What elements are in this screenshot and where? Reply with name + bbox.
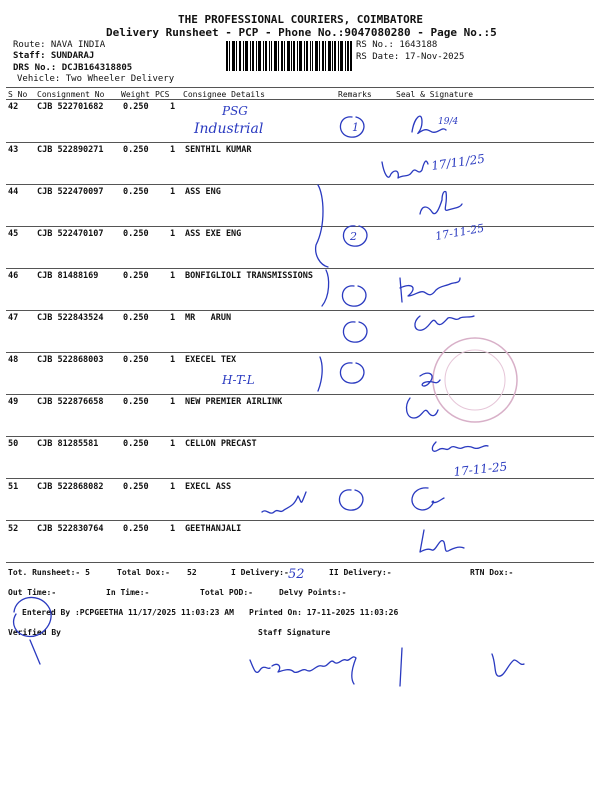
row-consignment: CJB 522890271 bbox=[37, 145, 104, 155]
sig-date: 17-11-25 bbox=[434, 221, 486, 243]
drs-number: DRS No.: DCJB164318805 bbox=[13, 63, 133, 73]
industrial-handwriting: Industrial bbox=[194, 121, 264, 137]
signature bbox=[382, 161, 428, 178]
bracket-mark bbox=[316, 185, 328, 267]
row-weight: 0.250 bbox=[123, 313, 149, 323]
psg-handwriting: PSG bbox=[222, 104, 248, 118]
row-consignment: CJB 522843524 bbox=[37, 313, 104, 323]
col-pcs: PCS bbox=[155, 90, 170, 99]
row-sno: 51 bbox=[8, 482, 19, 492]
tot-runsheet: Tot. Runsheet:- 5 bbox=[8, 568, 90, 577]
row-weight: 0.250 bbox=[123, 482, 149, 492]
row-pcs: 1 bbox=[170, 397, 176, 407]
row-pcs: 1 bbox=[170, 313, 176, 323]
row-consignment: CJB 522470097 bbox=[37, 187, 104, 197]
row-sno: 52 bbox=[8, 524, 19, 534]
signature bbox=[432, 442, 488, 451]
signature bbox=[412, 488, 444, 510]
row-consignment: CJB 81285581 bbox=[37, 439, 99, 449]
row-consignee: BONFIGLIOLI TRANSMISSIONS bbox=[185, 271, 313, 281]
verified-by-label: Verified By bbox=[8, 628, 61, 637]
row-weight: 0.250 bbox=[123, 145, 149, 155]
rtn-dox-label: RTN Dox:- bbox=[470, 568, 514, 577]
row-consignee: ASS ENG bbox=[185, 187, 221, 197]
row-weight: 0.250 bbox=[123, 439, 149, 449]
stamp-inner bbox=[445, 350, 505, 410]
row-weight: 0.250 bbox=[123, 397, 149, 407]
entered-scribble bbox=[14, 597, 51, 664]
row-sno: 49 bbox=[8, 397, 19, 407]
row-consignment: CJB 522868082 bbox=[37, 482, 104, 492]
sig-date: 19/4 bbox=[438, 117, 459, 127]
signature bbox=[420, 191, 462, 214]
note-scribble bbox=[262, 492, 306, 513]
printed-on: Printed On: 17-11-2025 11:03:26 bbox=[249, 608, 399, 617]
total-pod-label: Total POD:- bbox=[200, 588, 253, 597]
row-weight: 0.250 bbox=[123, 271, 149, 281]
col-consignee: Consignee Details bbox=[183, 90, 265, 99]
staff-signature-label: Staff Signature bbox=[258, 628, 331, 637]
in-time-label: In Time:- bbox=[106, 588, 150, 597]
ii-delivery-label: II Delivery:- bbox=[329, 568, 392, 577]
row-sno: 42 bbox=[8, 102, 19, 112]
row-pcs: 1 bbox=[170, 355, 176, 365]
row-sno: 46 bbox=[8, 271, 19, 281]
vehicle-label: Vehicle: Two Wheeler Delivery bbox=[17, 74, 175, 84]
route-label: Route: NAVA INDIA bbox=[13, 40, 106, 50]
delvy-points-label: Delvy Points:- bbox=[279, 588, 347, 597]
row-consignee: EXECEL TEX bbox=[185, 355, 237, 365]
staff-label: Staff: SUNDARAJ bbox=[13, 51, 95, 61]
sig-date: 17/11/25 bbox=[430, 151, 486, 173]
row-pcs: 1 bbox=[170, 271, 176, 281]
row-consignment: CJB 522876658 bbox=[37, 397, 104, 407]
row-consignee: CELLON PRECAST bbox=[185, 439, 257, 449]
row-pcs: 1 bbox=[170, 102, 176, 112]
remark-circle bbox=[340, 363, 364, 383]
row-weight: 0.250 bbox=[123, 187, 149, 197]
i-delivery-label: I Delivery:- bbox=[231, 568, 289, 577]
remark-circle bbox=[342, 286, 366, 306]
staff-signature bbox=[250, 648, 402, 686]
row-consignee: NEW PREMIER AIRLINK bbox=[185, 397, 283, 407]
rs-date: RS Date: 17-Nov-2025 bbox=[356, 52, 465, 62]
staff-initial bbox=[492, 654, 524, 676]
i-delivery-count: 52 bbox=[288, 567, 305, 582]
signature bbox=[415, 316, 474, 330]
signature bbox=[420, 530, 464, 552]
col-sno: S No bbox=[8, 90, 28, 99]
bracket-mark bbox=[322, 270, 329, 306]
row-consignee: EXECL ASS bbox=[185, 482, 232, 492]
row-consignment: CJB 522830764 bbox=[37, 524, 104, 534]
row-sno: 50 bbox=[8, 439, 19, 449]
signature bbox=[400, 278, 460, 302]
row-consignment: CJB 522868003 bbox=[37, 355, 104, 365]
sig-date: 17-11-25 bbox=[452, 459, 508, 479]
total-dox-label: Total Dox:- bbox=[117, 568, 170, 577]
entered-by: Entered By :PCPGEETHA 11/17/2025 11:03:23 AM bbox=[22, 608, 234, 617]
row-sno: 48 bbox=[8, 355, 19, 365]
total-dox-value: 52 bbox=[187, 568, 197, 577]
row-weight: 0.250 bbox=[123, 229, 149, 239]
row-pcs: 1 bbox=[170, 187, 176, 197]
bracket-mark bbox=[318, 357, 322, 391]
row-consignment: CJB 522470107 bbox=[37, 229, 104, 239]
col-remarks: Remarks bbox=[338, 90, 372, 99]
row-consignee: GEETHANJALI bbox=[185, 524, 242, 534]
row-weight: 0.250 bbox=[123, 102, 149, 112]
row-consignee: MR ARUN bbox=[185, 313, 232, 323]
row-pcs: 1 bbox=[170, 524, 176, 534]
col-signature: Seal & Signature bbox=[396, 90, 474, 99]
row-consignee: SENTHIL KUMAR bbox=[185, 145, 252, 155]
row-pcs: 1 bbox=[170, 145, 176, 155]
row-consignment: CJB 522701682 bbox=[37, 102, 104, 112]
remark-mark: 2 bbox=[350, 230, 357, 243]
row-pcs: 1 bbox=[170, 229, 176, 239]
row-sno: 47 bbox=[8, 313, 19, 323]
remark-circle bbox=[339, 490, 363, 510]
rs-number: RS No.: 1643188 bbox=[356, 40, 438, 50]
row-sno: 44 bbox=[8, 187, 19, 197]
row-weight: 0.250 bbox=[123, 355, 149, 365]
row-pcs: 1 bbox=[170, 439, 176, 449]
col-consignment: Consignment No bbox=[37, 90, 105, 99]
row-consignment: CJB 81488169 bbox=[37, 271, 99, 281]
signature bbox=[407, 398, 438, 418]
htl-handwriting: H-T-L bbox=[222, 373, 255, 387]
col-weight: Weight bbox=[121, 90, 150, 99]
row-consignee: ASS EXE ENG bbox=[185, 229, 242, 239]
runsheet-subtitle: Delivery Runsheet - PCP - Phone No.:9047080280 - Page No.:5 bbox=[106, 26, 497, 39]
signature bbox=[420, 373, 440, 386]
row-sno: 43 bbox=[8, 145, 19, 155]
remark-mark: 1 bbox=[352, 121, 359, 134]
company-title: THE PROFESSIONAL COURIERS, COIMBATORE bbox=[178, 13, 424, 26]
stamp-circle bbox=[433, 338, 517, 422]
row-weight: 0.250 bbox=[123, 524, 149, 534]
remark-circle bbox=[343, 322, 367, 342]
out-time-label: Out Time:- bbox=[8, 588, 57, 597]
row-pcs: 1 bbox=[170, 482, 176, 492]
row-sno: 45 bbox=[8, 229, 19, 239]
